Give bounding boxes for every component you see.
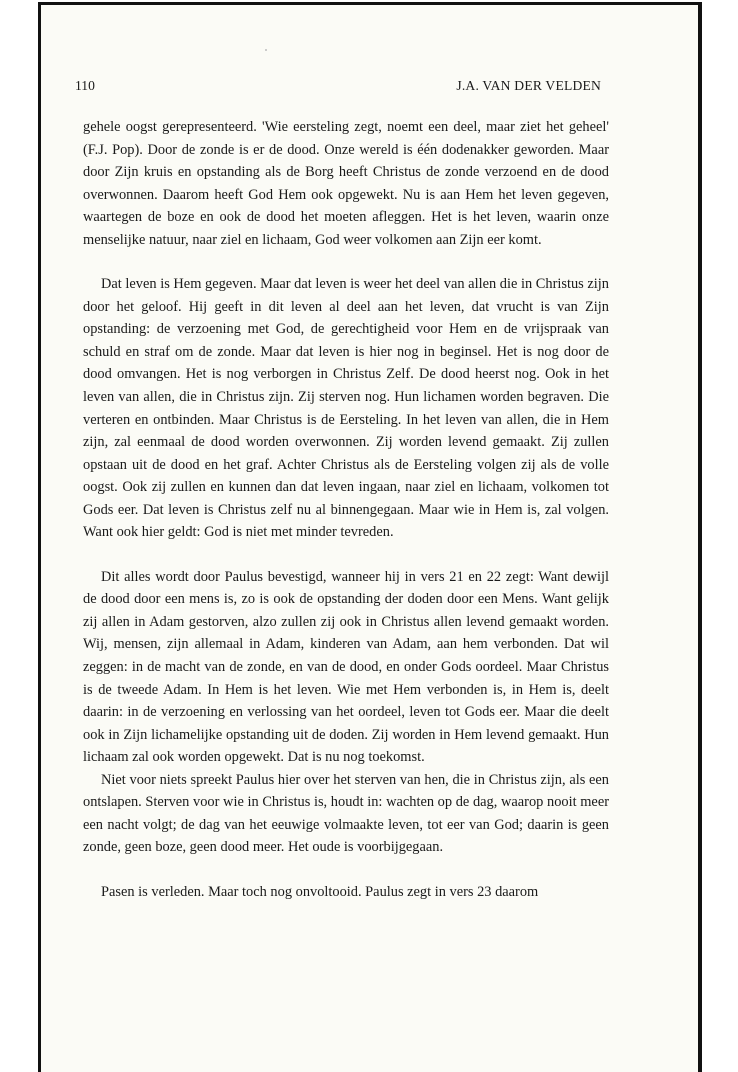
paragraph-continuation: gehele oogst gerepresenteerd. 'Wie eersteling zegt, noemt een deel, maar ziet het geheel' (F.J. Pop). Door de zonde is er de dood. Onze wereld is één dodenakker geworden. Maar door Zijn kruis en opstanding als de Borg heeft Christus de zonde verzoend en de dood overwonnen. Daarom heeft God Hem ook opgewekt. Nu is aan Hem het leven gegeven, waartegen de boze en ook de dood het moeten afleggen. Het is het leven, waarin onze menselijke natuur, naar ziel en lichaam, God weer volkomen aan Zijn eer komt. — [83, 119, 609, 248]
paper-speck — [265, 49, 267, 51]
page-number: 110 — [75, 78, 95, 93]
author-name: J.A. VAN DER VELDEN — [456, 78, 601, 93]
running-head — [75, 76, 601, 96]
paragraph-leven-gegeven: Dat leven is Hem gegeven. Maar dat leven is weer het deel van allen die in Christus zijn door het geloof. Hij geeft in dit leven al deel aan het leven, dat vrucht is van Zijn opstanding: de verzoening met God, de gerechtigheid voor Hem en de vrijspraak van schuld en straf om de zonde. Maar dat leven is hier nog in beginsel. Het is nog door de dood omvangen. Het is nog verborgen in Christus Zelf. De dood heerst nog. Ook in het leven van allen, die in Christus zijn. Zij sterven nog. Hun lichamen worden begraven. Die verteren en ontbinden. Maar Christus is de Eersteling. In het leven van allen, die in Hem zijn, zal eenmaal de dood worden overwonnen. Zij worden levend gemaakt. Zij zullen opstaan uit de dood en het graf. Achter Christus als de Eersteling volgen zij als de volle oogst. Ook zij zullen en kunnen dan dat leven ingaan, naar ziel en lichaam, volkomen tot Gods eer. Dat leven is Christus zelf nu al binnengegaan. Maar wie in Hem is, zal volgen. Want ook hier geldt: God is niet met minder tevreden. — [83, 276, 609, 541]
paragraph-paulus-bevestigd: Dit alles wordt door Paulus bevestigd, wanneer hij in vers 21 en 22 zegt: Want dewijl de dood door een mens is, zo is ook de opstanding der doden door een Mens. Want gelijk zij allen in Adam gestorven, alzo zullen zij ook in Christus allen levend gemaakt worden. Wij, mensen, zijn allemaal in Adam, kinderen van Adam, aan hem verbonden. Dat wil zeggen: in de macht van de zonde, en van de dood, en onder Gods oordeel. Maar Christus is de tweede Adam. In Hem is het leven. Wie met Hem verbonden is, in Hem is, deelt daarin: in de verzoening en verlossing van het oordeel, leven tot Gods eer. Maar die deelt ook in Zijn lichamelijke opstanding uit de doden. Zij worden in Hem levend gemaakt. Hun lichaam zal ook worden opgewekt. Dat is nu nog toekomst. — [83, 568, 609, 766]
body-text — [83, 116, 609, 904]
paragraph-ontslapen: Niet voor niets spreekt Paulus hier over het sterven van hen, die in Christus zijn, als een ontslapen. Sterven voor wie in Christus is, houdt in: wachten op de dag, waarop nooit meer een nacht volgt; de dag van het eeuwige volmaakte leven, tot eer van God; daarin is geen zonde, geen boze, geen dood meer. Het oude is voorbijgegaan. — [83, 771, 609, 856]
paragraph-pasen: Pasen is verleden. Maar toch nog onvoltooid. Paulus zegt in vers 23 daarom — [101, 883, 539, 900]
